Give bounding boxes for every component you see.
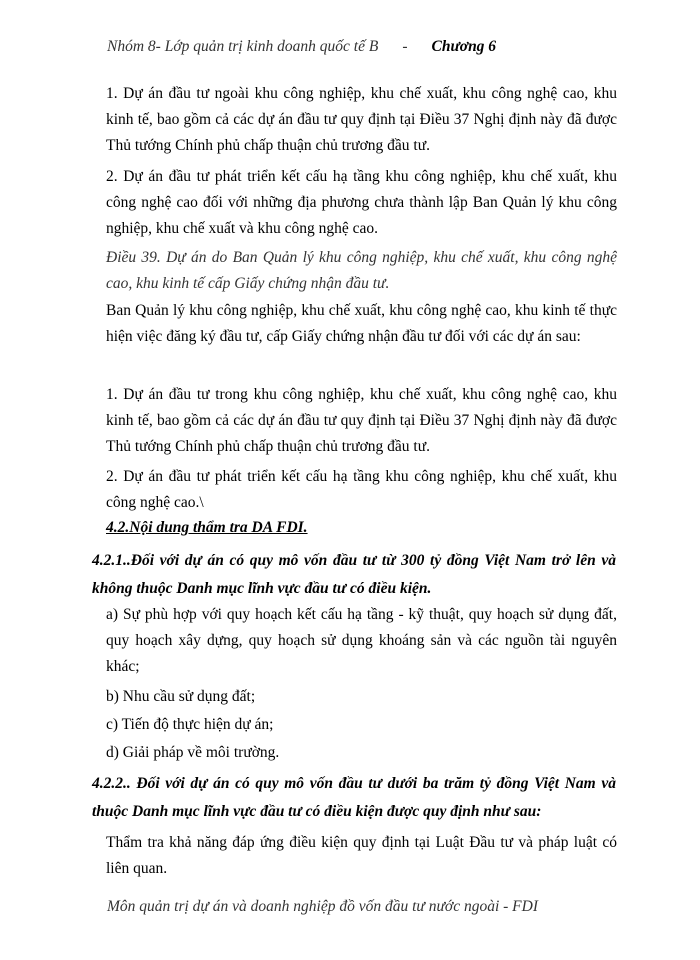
heading-4-2-2: 4.2.2.. Đối với dự án có quy mô vốn đầu tư dưới ba trăm tỷ đồng Việt Nam và thuộc Danh mục lĩnh vực đầu tư có điều kiện được quy định như sau: <box>92 775 616 820</box>
paragraph-5: 2. Dự án đầu tư phát triển kết cấu hạ tầng khu công nghiệp, khu chế xuất, khu công nghệ cao.\ <box>106 468 617 511</box>
page-footer: Môn quản trị dự án và doanh nghiệp đồ vốn đầu tư nước ngoài - FDI <box>107 898 538 915</box>
paragraph-4: 1. Dự án đầu tư trong khu công nghiệp, khu chế xuất, khu công nghệ cao, khu kinh tế, bao gồm cả các dự án đầu tư quy định tại Điều 37 Nghị định này đã được Thủ tướng Chính phủ chấp thuận chủ trương đầu tư. <box>106 386 617 455</box>
article-39-heading: Điều 39. Dự án do Ban Quản lý khu công nghiệp, khu chế xuất, khu công nghệ cao, khu kinh tế cấp Giấy chứng nhận đầu tư. <box>106 249 617 292</box>
item-a: a) Sự phù hợp với quy hoạch kết cấu hạ tầng - kỹ thuật, quy hoạch sử dụng đất, quy hoạch xây dựng, quy hoạch sử dụng khoáng sản và các nguồn tài nguyên khác; <box>106 606 617 675</box>
heading-4-2-1: 4.2.1..Đối với dự án có quy mô vốn đầu tư từ 300 tỷ đồng Việt Nam trở lên và không thuộc Danh mục lĩnh vực đầu tư có điều kiện. <box>92 552 616 597</box>
header-group-title: Nhóm 8- Lớp quản trị kinh doanh quốc tế B <box>107 38 379 55</box>
item-c: c) Tiến độ thực hiện dự án; <box>106 716 274 733</box>
paragraph-1: 1. Dự án đầu tư ngoài khu công nghiệp, khu chế xuất, khu công nghệ cao, khu kinh tế, bao gồm cả các dự án đầu tư quy định tại Điều 37 Nghị định này đã được Thủ tướng Chính phủ chấp thuận chủ trương đầu tư. <box>106 85 617 154</box>
paragraph-2: 2. Dự án đầu tư phát triển kết cấu hạ tầng khu công nghiệp, khu chế xuất, khu công nghệ cao đối với những địa phương chưa thành lập Ban Quản lý khu công nghiệp, khu chế xuất và khu công nghệ cao. <box>106 168 617 237</box>
header-chapter: Chương 6 <box>431 38 497 55</box>
final-paragraph: Thẩm tra khả năng đáp ứng điều kiện quy định tại Luật Đầu tư và pháp luật có liên quan. <box>106 834 617 877</box>
item-b: b) Nhu cầu sử dụng đất; <box>106 688 256 705</box>
paragraph-3: Ban Quản lý khu công nghiệp, khu chế xuất, khu công nghệ cao, khu kinh tế thực hiện việc đăng ký đầu tư, cấp Giấy chứng nhận đầu tư đối với các dự án sau: <box>106 302 617 345</box>
page-header <box>107 38 496 56</box>
heading-4-2: 4.2.Nội dung thẩm tra DA FDI. <box>106 519 308 536</box>
item-d: d) Giải pháp về môi trường. <box>106 744 280 761</box>
header-dash: - <box>402 38 408 55</box>
